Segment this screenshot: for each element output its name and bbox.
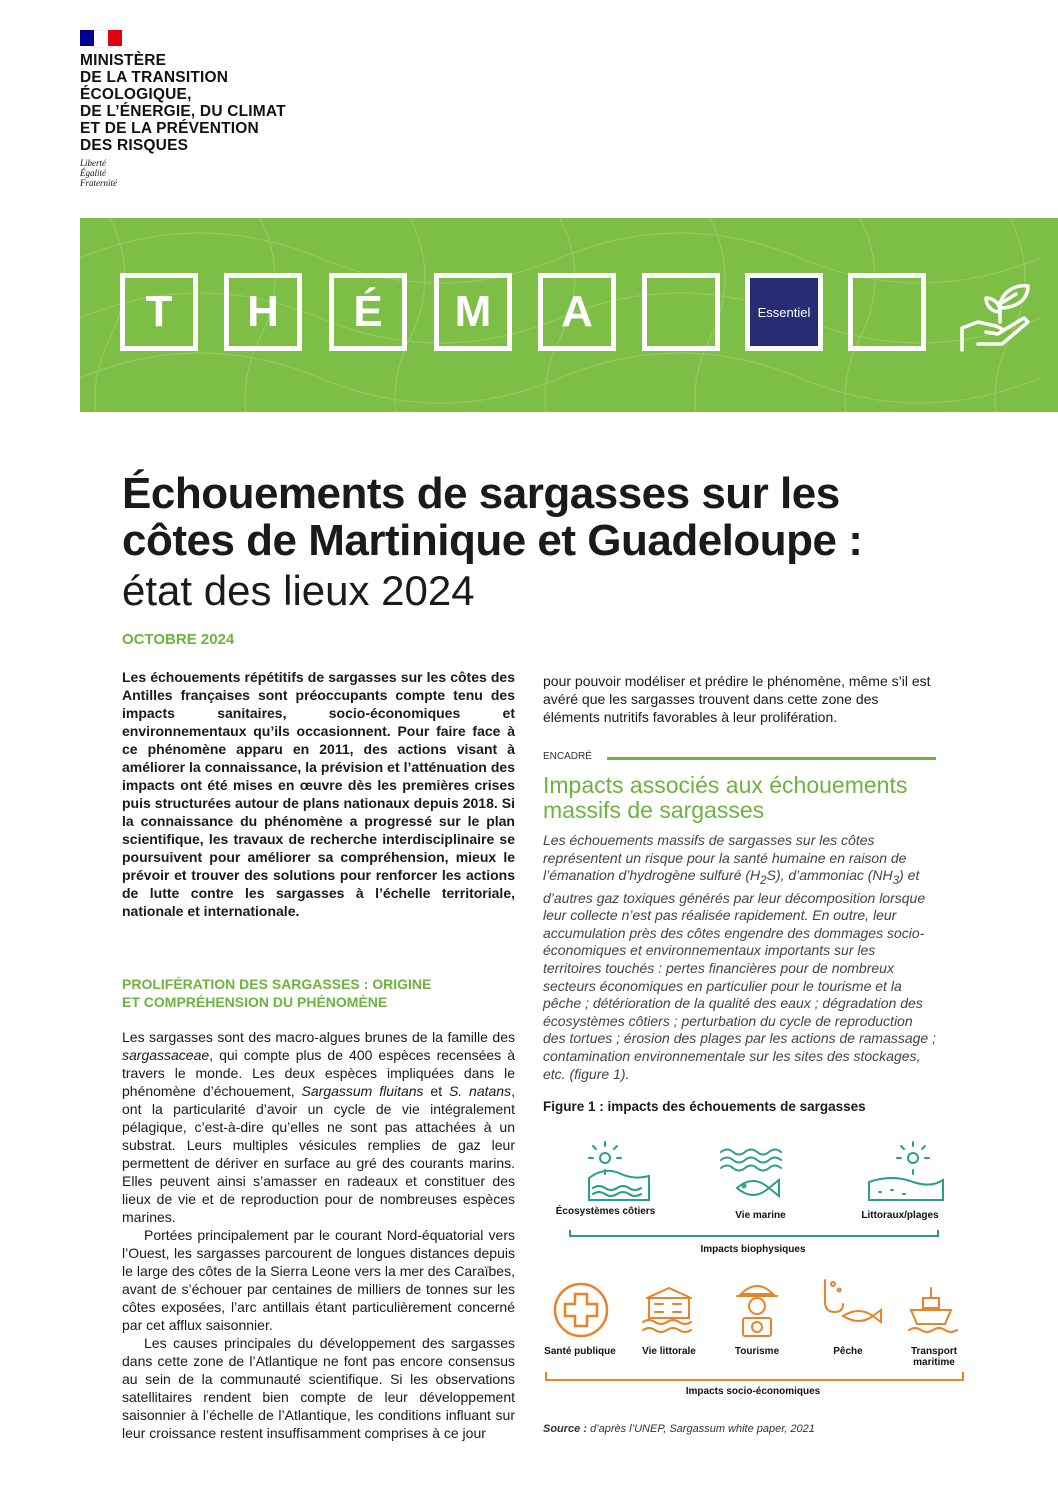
republic-motto: Liberté Égalité Fraternité	[80, 158, 117, 188]
label-public-health: Santé publique	[544, 1346, 616, 1357]
figure-source: Source : d’après l’UNEP, Sargassum white paper, 2021	[543, 1423, 815, 1435]
paragraph-species: Les sargasses sont des macro-algues brunes de la famille des sargassaceae, qui compte plus de 400 espèces recensées à travers le monde. Les deux espèces impliquées dans le phénomène d’échouement, Sargassum fluitans et S. natans, ont la particularité d’avoir un cycle de vie intégralement pélagique, c’est-à-dire qu’elles ne sont pas attachées à un substrat. Leurs multiples vésicules remplies de gaz leur permettent de dériver en surface au gré des courants marins. Elles peuvent ainsi s’amasser en radeaux et constituer des lieux de vie et de reproduction pour de nombreuses espèces marines.	[122, 1029, 515, 1225]
letter-tile-t: T	[120, 273, 198, 351]
label-tourism: Tourisme	[734, 1346, 780, 1357]
coastal-ecosystem-icon	[589, 1142, 649, 1200]
publication-date: OCTOBRE 2024	[122, 631, 235, 648]
label-socio-group: Impacts socio-économiques	[685, 1386, 821, 1397]
impacts-figure	[543, 1130, 968, 1440]
label-biophysical-group: Impacts biophysiques	[700, 1244, 806, 1255]
paragraph-continued: pour pouvoir modéliser et prédire le phénomène, même s’il est avéré que les sargasses trouvent dans cette zone des éléments nutritifs favorables à leur prolifération.	[543, 673, 931, 725]
shipping-icon	[909, 1288, 957, 1332]
encadre-text: Les échouements massifs de sargasses sur les côtes représentent un risque pour la santé humaine en raison de l’émanation d’hydrogène sulfuré $(H_2S)$, d’ammoniac $(NH_3)$ et d’autres gaz toxiques générés par leur décomposition lorsque leur collecte n’est pas réalisée rapidement. En outre, leur accumulation près des côtes engendre des dommages socio-économiques et environnementaux importants sur les territoires touchés : pertes financières pour de nombreux secteurs économiques en particulier pour le tourisme et la pêche ; détérioration de la qualité des eaux ; dégradation des écosystèmes côtiers ; perturbation du cycle de reproduction des tortues ; érosion des plages par les actions de ramassage ; contamination environnementale sur les sites des stockages, etc. (figure 1).	[543, 832, 936, 1082]
encadre-header	[543, 751, 936, 765]
coastal-life-icon	[643, 1288, 691, 1332]
ministry-name: MINISTÈRE DE LA TRANSITION ÉCOLOGIQUE, DE L’ÉNERGIE, DU CLIMAT ET DE LA PRÉVENTION DES RISQUES	[80, 52, 286, 154]
section-body	[122, 1028, 515, 1442]
encadre-label: ENCADRÉ	[543, 751, 592, 762]
paragraph-causes: Les causes principales du développement des sargasses dans cette zone de l’Atlantique ne font pas encore consensus au sein de la communauté scientifique. Si les observations satellitaires rendent bien compte de leur développement saisonnier à l’échelle de l’Atlantique, les conditions influant sur leur croissance restent insuffisamment comprises à ce jour	[122, 1335, 515, 1441]
plant-in-hand-icon	[958, 278, 1034, 354]
label-coastal-life: Vie littorale	[642, 1346, 696, 1357]
label-shipping: Transport maritime	[910, 1346, 958, 1368]
shoreline-icon	[869, 1142, 943, 1200]
intro-paragraph: Les échouements répétitifs de sargasses sur les côtes des Antilles françaises sont préoccupants compte tenu des impacts sanitaires, socio-économiques et environnementaux qu’ils occasionnent. Pour faire face à ce phénomène apparu en 2011, des actions visant à améliorer la connaissance, la prévision et l’atténuation des impacts ont été mises en œuvre dès les premières crises puis structurées autour de plans nationaux depuis 2018. Si la connaissance du phénomène a progressé sur le plan scientifique, les travaux de recherche interdisciplinaire se poursuivent pour améliorer sa compréhension, mieux le prévoir et trouver des solutions pour renforcer les actions de lutte contre les sargasses à l’échelle territoriale, nationale et internationale.	[122, 669, 515, 919]
socio-bracket	[546, 1372, 963, 1380]
label-fishing: Pêche	[833, 1346, 863, 1357]
page-title: Échouements de sargasses sur les côtes de Martinique et Guadeloupe :	[122, 469, 863, 565]
section-heading: PROLIFÉRATION DES SARGASSES : ORIGINE ET COMPRÉHENSION DU PHÉNOMÈNE	[122, 976, 432, 1010]
empty-tile	[642, 273, 720, 351]
letter-tile-h: H	[224, 273, 302, 351]
figure-title: Figure 1 : impacts des échouements de sargasses	[543, 1099, 866, 1114]
label-shorelines: Littoraux/plages	[861, 1210, 939, 1221]
essentiel-badge: Essentiel	[745, 273, 823, 351]
letter-tile-a: A	[538, 273, 616, 351]
letter-tile-e: É	[329, 273, 407, 351]
tourism-icon	[737, 1286, 777, 1336]
label-marine-life: Vie marine	[735, 1210, 786, 1221]
fishing-icon	[825, 1280, 881, 1322]
encadre-title: Impacts associés aux échouements massifs de sargasses	[543, 772, 908, 823]
label-ecosystems: Écosystèmes côtiers	[555, 1206, 656, 1217]
letter-tile-m: M	[434, 273, 512, 351]
page-subtitle: état des lieux 2024	[122, 567, 475, 614]
public-health-icon	[555, 1284, 607, 1336]
empty-tile	[848, 273, 926, 351]
marine-life-icon	[721, 1150, 781, 1197]
paragraph-currents: Portées principalement par le courant Nord-équatorial vers l’Ouest, les sargasses parcourent de longues distances depuis le large des côtes de la Sierra Leone vers la mer des Caraïbes, avant de s’échouer par centaines de milliers de tonnes sur les côtes exposées, l’arc antillais étant particulièrement concerné par cet afflux saisonnier.	[122, 1227, 515, 1333]
republic-flag-logo	[80, 30, 122, 46]
biophysical-bracket	[570, 1230, 938, 1236]
thema-banner	[80, 218, 1058, 412]
encadre-rule	[607, 757, 936, 760]
